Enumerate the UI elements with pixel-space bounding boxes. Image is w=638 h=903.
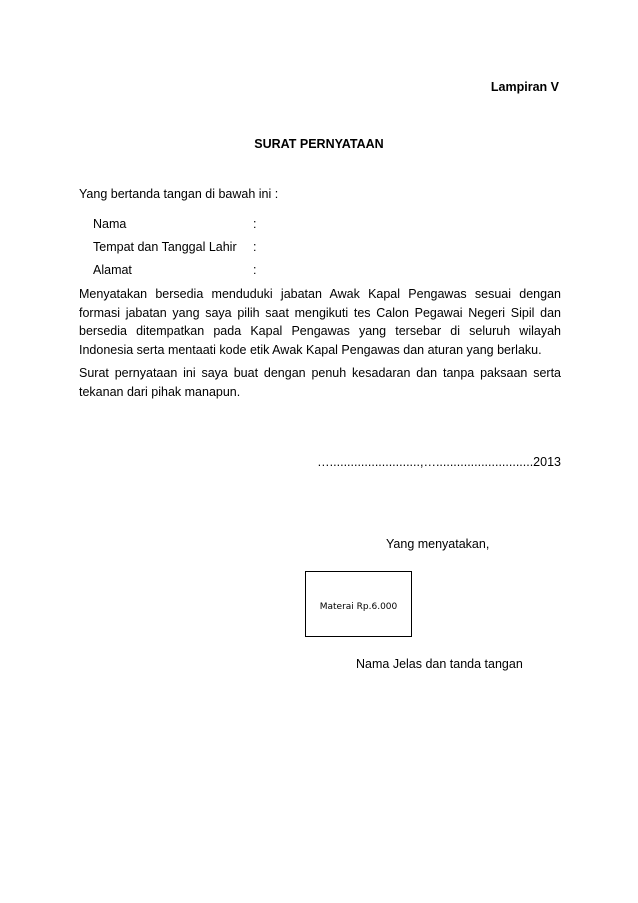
closing-paragraph bbox=[79, 364, 561, 401]
field-row-tempat-tanggal-lahir bbox=[93, 240, 293, 254]
attachment-label: Lampiran V bbox=[490, 80, 559, 94]
signer-label: Yang menyatakan, bbox=[386, 537, 490, 551]
field-label: Nama bbox=[93, 217, 127, 231]
statement-paragraph bbox=[79, 285, 561, 359]
field-row-nama bbox=[93, 217, 293, 231]
stamp-box bbox=[305, 571, 412, 637]
document-title: SURAT PERNYATAAN bbox=[254, 137, 384, 151]
intro-text: Yang bertanda tangan di bawah ini : bbox=[79, 187, 279, 201]
closing-text: Surat pernyataan ini saya buat dengan penuh kesadaran dan tanpa paksaan serta tekanan dari pihak manapun. bbox=[79, 366, 561, 399]
stamp-label: Materai Rp.6.000 bbox=[319, 602, 398, 612]
field-label: Alamat bbox=[93, 263, 132, 277]
field-row-alamat bbox=[93, 263, 293, 277]
statement-text: Menyatakan bersedia menduduki jabatan Awak Kapal Pengawas sesuai dengan formasi jabatan yang saya pilih saat mengikuti tes Calon Pegawai Negeri Sipil dan bersedia ditempatkan pada Kapal Pengawas yang tersebar di seluruh wilayah Indonesia serta mentaati kode etik Awak Kapal Pengawas dan aturan yang berlaku. bbox=[79, 287, 561, 357]
field-label: Tempat dan Tanggal Lahir bbox=[93, 240, 237, 254]
place-date-line: …..........................,…............................2013 bbox=[317, 455, 561, 469]
field-colon: : bbox=[253, 240, 257, 254]
name-signature-label: Nama Jelas dan tanda tangan bbox=[356, 657, 523, 671]
field-colon: : bbox=[253, 217, 257, 231]
field-colon: : bbox=[253, 263, 257, 277]
